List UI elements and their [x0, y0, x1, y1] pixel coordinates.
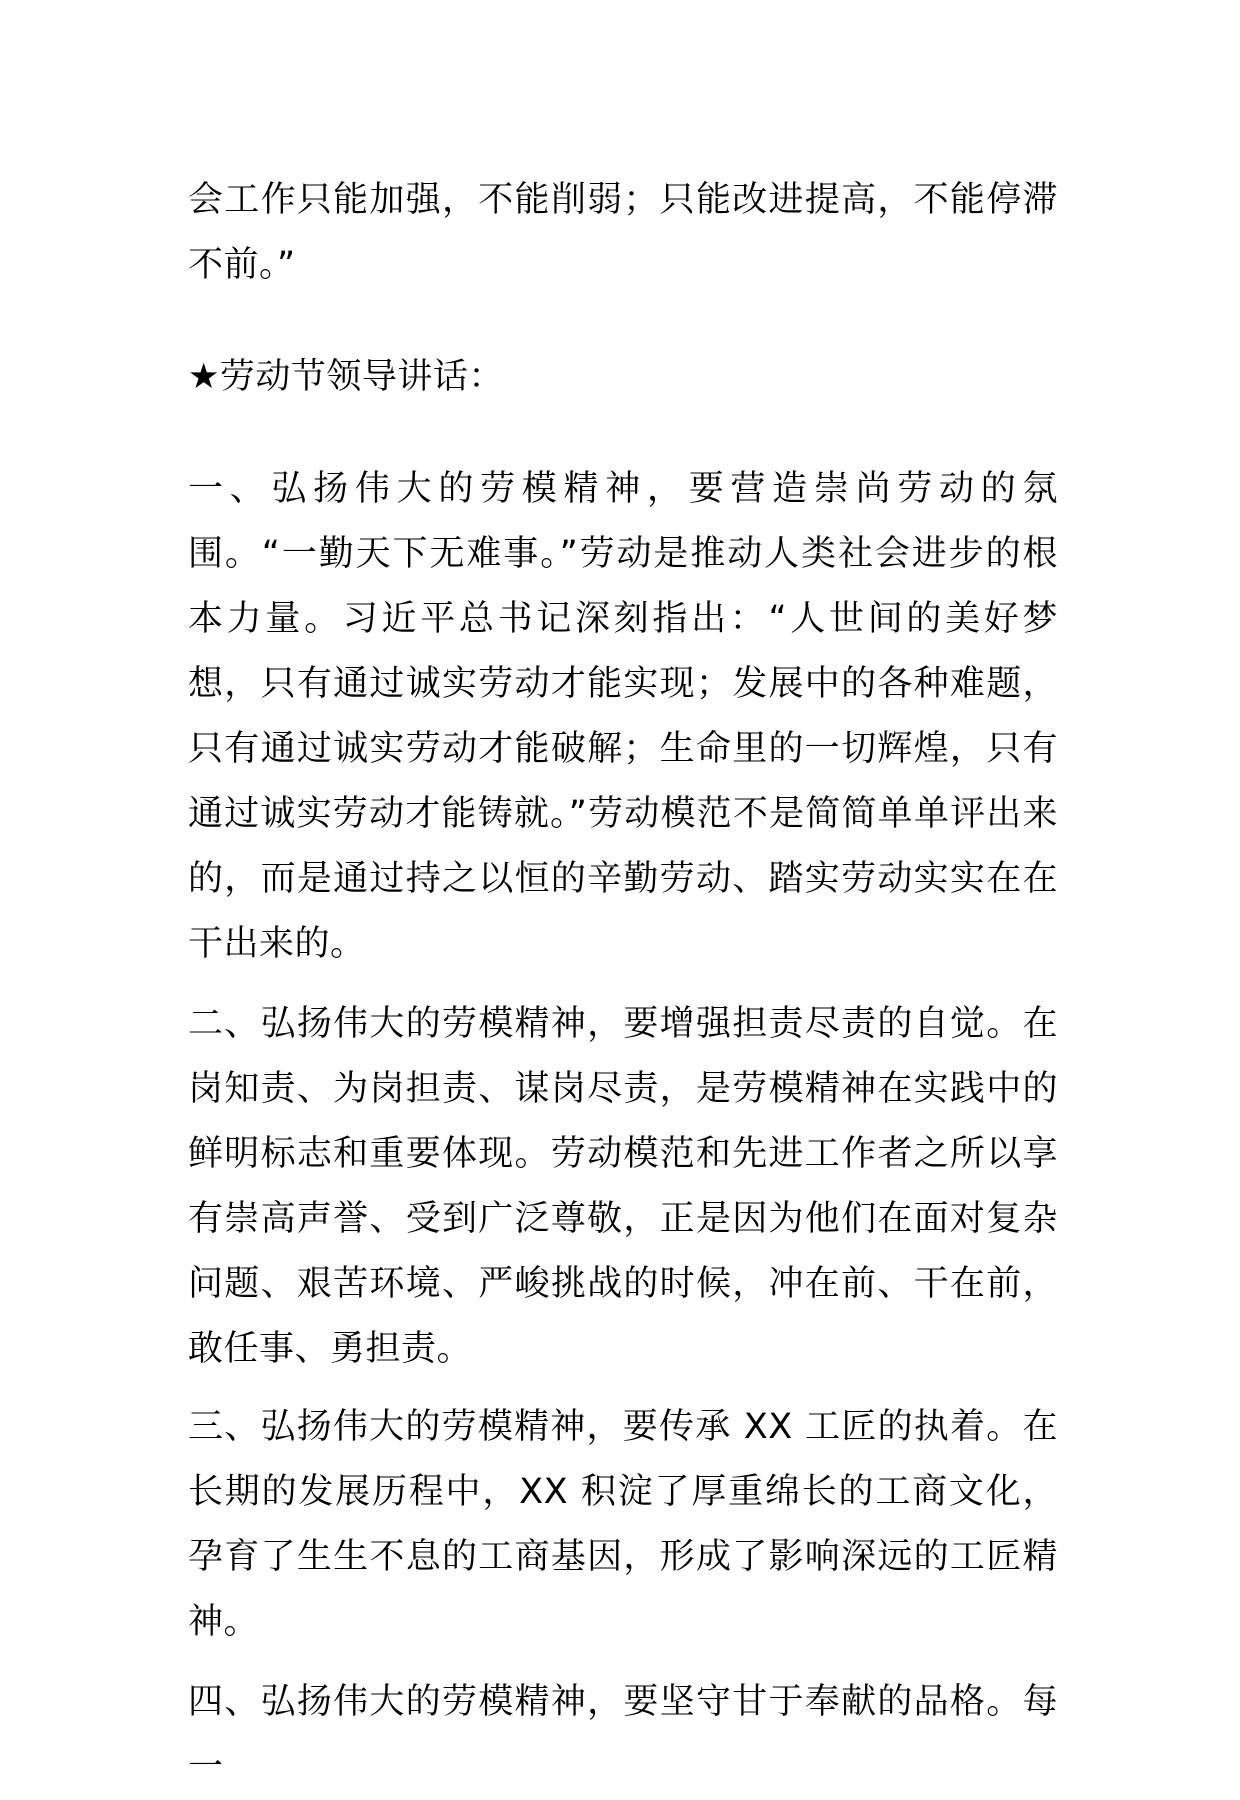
paragraph-2: 二、弘扬伟大的劳模精神，要增强担责尽责的自觉。在岗知责、为岗担责、谋岗尽责，是劳模精神在实践中的鲜明标志和重要体现。劳动模范和先进工作者之所以享有崇高声誉、受到广泛尊敬，正是因为他们在面对复杂问题、艰苦环境、严峻挑战的时候，冲在前、干在前，敢任事、勇担责。 [188, 1004, 1058, 1369]
paragraph-3: 三、弘扬伟大的劳模精神，要传承 XX 工匠的执着。在长期的发展历程中，XX 积淀了厚重绵长的工商文化，孕育了生生不息的工商基因，形成了影响深远的工匠精神。 [188, 1407, 1058, 1642]
intro-paragraph: 会工作只能加强，不能削弱；只能改进提高，不能停滞不前。” [188, 180, 1058, 285]
document-body [188, 168, 1058, 1800]
paragraph-4: 四、弘扬伟大的劳模精神，要坚守甘于奉献的品格。每一 [188, 1682, 1058, 1787]
section-heading: ★劳动节领导讲话： [188, 357, 504, 397]
paragraph-1: 一、弘扬伟大的劳模精神，要营造崇尚劳动的氛围。“一勤天下无难事。”劳动是推动人类社会进步的根本力量。习近平总书记深刻指出：“人世间的美好梦想，只有通过诚实劳动才能实现；发展中的各种难题，只有通过诚实劳动才能破解；生命里的一切辉煌，只有通过诚实劳动才能铸就。”劳动模范不是简简单单评出来的，而是通过持之以恒的辛勤劳动、踏实劳动实实在在干出来的。 [188, 469, 1058, 964]
